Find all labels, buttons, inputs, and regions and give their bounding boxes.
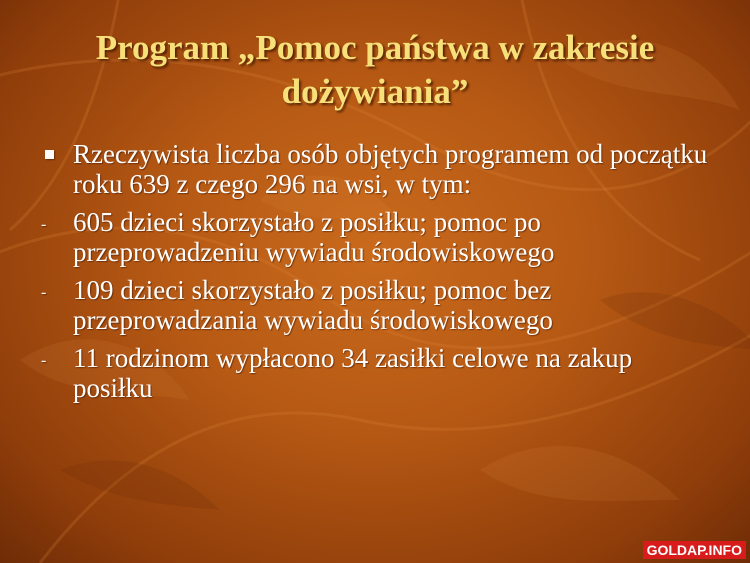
bullet-text: 11 rodzinom wypłacono 34 zasiłki celowe na zakup posiłku <box>73 343 633 403</box>
bullet-text: 605 dzieci skorzystało z posiłku; pomoc po przeprowadzeniu wywiadu środowiskowego <box>73 207 555 267</box>
watermark-logo: GOLDAP.INFO <box>643 541 746 559</box>
dash-item <box>38 275 708 335</box>
bullet-item <box>38 139 708 199</box>
dash-item <box>38 207 708 267</box>
dash-bullet-icon: - <box>41 352 47 369</box>
slide-title: Program „Pomoc państwa w zakresie dożywiania” <box>95 28 655 111</box>
dash-bullet-icon: - <box>41 216 47 233</box>
bullet-list <box>38 139 708 411</box>
dash-bullet-icon: - <box>41 284 47 301</box>
dash-item <box>38 343 708 403</box>
bullet-text: Rzeczywista liczba osób objętych programem od początku roku 639 z czego 296 na wsi, w tym: <box>73 139 708 199</box>
bullet-text: 109 dzieci skorzystało z posiłku; pomoc bez przeprowadzania wywiadu środowiskowego <box>73 275 553 335</box>
square-bullet-icon <box>38 139 58 169</box>
